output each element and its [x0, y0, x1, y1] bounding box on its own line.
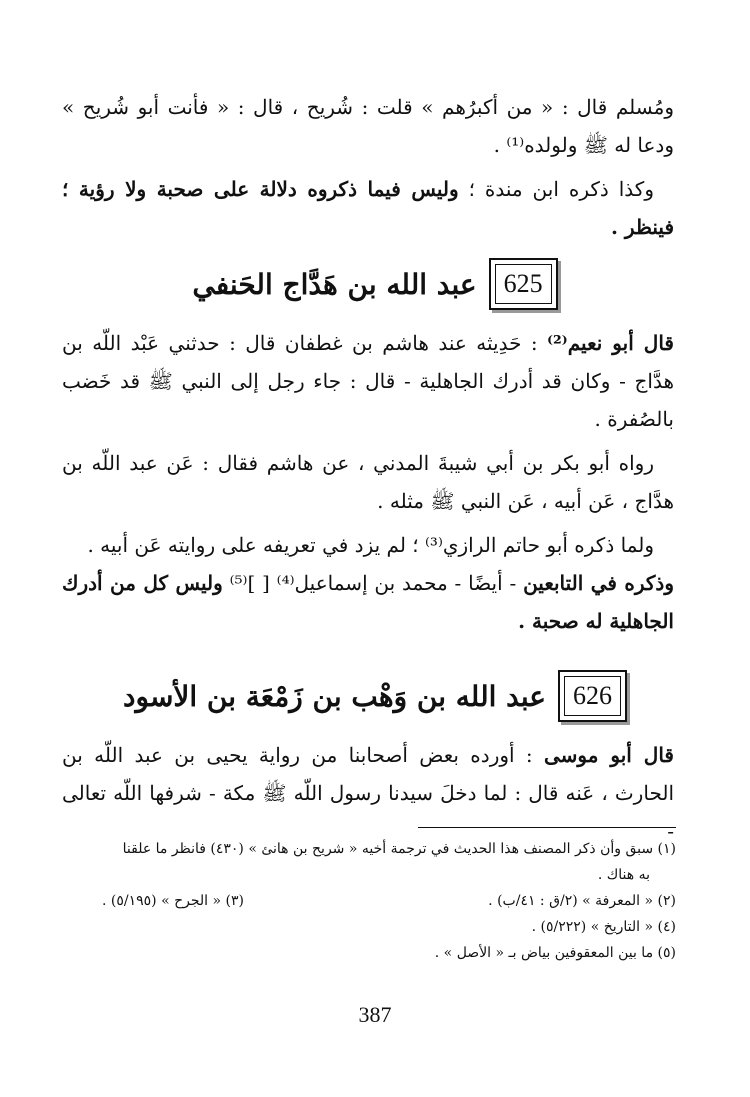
paragraph-intro	[62, 88, 674, 164]
footnote-3: (٣) « الجرح » (٥/١٩٥) .	[102, 893, 244, 909]
footnote-2: (٢) « المعرفة » (٢/ق : ٤١/ب) .	[488, 893, 676, 909]
paragraph-ibn-mandah	[62, 170, 674, 246]
entry-title: عبد الله بن وَهْب بن زَمْعَة بن الأسود	[123, 679, 546, 713]
tabiin-text: - أيضًا - محمد بن إسماعيل⁽⁴⁾ [ ]⁽⁵⁾	[222, 571, 524, 595]
footnote-1: (١) سبق وأن ذكر المصنف هذا الحديث في ترجمة أخيه « شريح بن هانئ » (٤٣٠) فانظر ما علقنا	[122, 841, 676, 857]
abu-musa-label: قال أبو موسى	[543, 743, 674, 767]
entry-number-box	[489, 258, 558, 310]
paragraph-abu-hatim	[62, 526, 674, 564]
abu-nuaym-text: : حَدِيثه عند هاشم بن غطفان قال : حدثني عَبْد اللّه بن هدَّاج - وكان قد أدرك الجاهلية - قال : جاء رجل إلى النبي ﷺ قد خَضب بالصُفرة .	[62, 331, 674, 431]
footnotes	[62, 836, 676, 966]
text-block-625	[62, 324, 674, 646]
entry-heading-625	[0, 258, 750, 310]
tabiin-bold-a: وذكره في التابعين	[523, 571, 674, 595]
tabiin-bold-b: وليس كل من أدرك الجاهلية له صحبة .	[62, 571, 674, 633]
ibn-mandah-text: وكذا ذكره ابن مندة ؛	[458, 177, 654, 201]
entry-number-box	[558, 670, 627, 722]
text-block-intro	[62, 88, 674, 252]
abu-nuaym-label: قال أبو نعيم⁽²⁾	[547, 331, 674, 355]
entry-number: 625	[495, 264, 552, 304]
abu-musa-text: : أورده بعض أصحابنا من رواية يحيى بن عبد اللّه بن الحارث ، عَنه قال : لما دخلَ سيدنا رسول اللّه ﷺ مكة - شرفها اللّه تعالى -	[62, 743, 674, 843]
footnote-row-2-3	[62, 888, 676, 914]
abu-bakr-text: رواه أبو بكر بن أبي شيبةَ المدني ، عن هاشم فقال : عَن عبد اللّه بن هدَّاج ، عَن أبيه ، عَن النبي ﷺ مثله .	[62, 451, 674, 513]
footnote-divider	[418, 827, 676, 828]
paragraph-tabiin	[62, 564, 674, 640]
entry-number: 626	[564, 676, 621, 716]
paragraph-abu-bakr	[62, 444, 674, 520]
intro-line: ومُسلم قال : « من أكبرُهم » قلت : شُريح ، قال : « فأنت أبو شُريح » ودعا له ﷺ ولولده⁽¹⁾ .	[62, 95, 674, 157]
footnote-4: (٤) « التاريخ » (٥/٢٢٢) .	[531, 919, 676, 935]
footnote-1-continuation: به هناك .	[597, 867, 650, 883]
page-number: 387	[358, 1002, 392, 1027]
entry-title: عبد الله بن هَدَّاج الحَنفي	[192, 267, 477, 301]
footnote-5: (٥) ما بين المعقوفين بياض بـ « الأصل » .	[434, 945, 676, 961]
ibn-mandah-bold: وليس فيما ذكروه دلالة على صحبة ولا رؤية ؛ فينظر .	[62, 177, 674, 239]
paragraph-abu-nuaym	[62, 324, 674, 438]
paragraph-abu-musa	[62, 736, 674, 850]
abu-hatim-text: ولما ذكره أبو حاتم الرازي⁽³⁾ ؛ لم يزد في تعريفه على روايته عَن أبيه .	[87, 533, 654, 557]
entry-heading-626	[0, 670, 750, 722]
